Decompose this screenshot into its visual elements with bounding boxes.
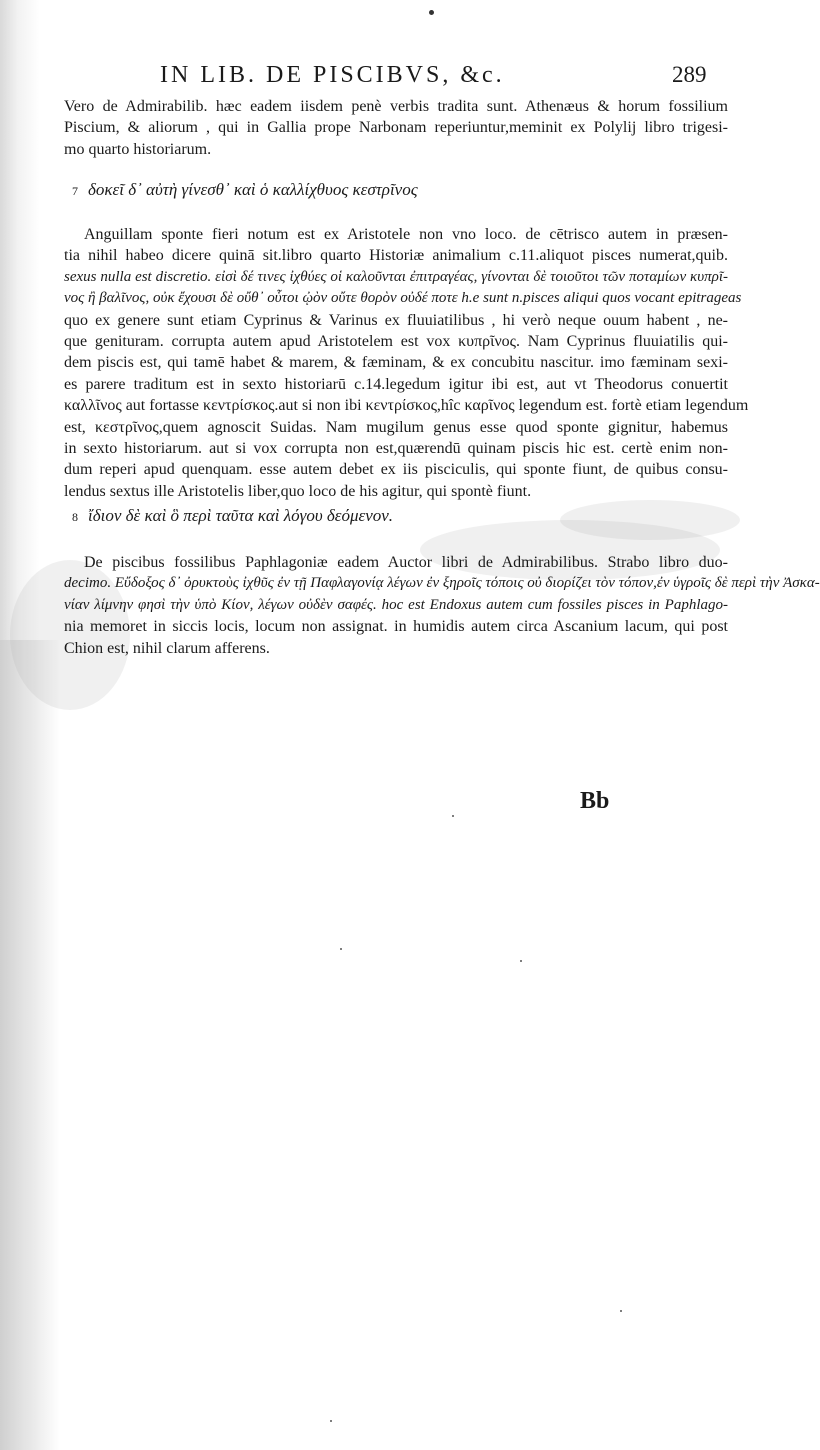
text-line: nia memoret in siccis locis, locum non assignat. in humidis autem circa Ascanium lacum, qui post bbox=[64, 618, 728, 636]
text-line: Chion est, nihil clarum afferens. bbox=[64, 639, 270, 657]
paper-stain bbox=[560, 500, 740, 540]
text-line: νος ἢ βαλῖνος, οὐκ ἔχουσι δὲ οὔθ᾽ οὗτοι ᾠὸν οὔτε θορὸν οὐδέ ποτε h.e sunt n.pisces aliqui quos vocant epitrageas bbox=[64, 290, 742, 307]
ink-speck bbox=[620, 1310, 622, 1312]
text-line: decimo. Εὔδοξος δ᾽ ὀρυκτοὺς ἰχθῦς ἐν τῇ Παφλαγονίᾳ λέγων ἐν ξηροῖς τόποις οὐ διορίζει τὸν τόπον,ἐν ὑγροῖς δὲ περὶ τὴν Ἀσκα- bbox=[64, 575, 820, 592]
paragraph-1 bbox=[64, 96, 728, 160]
text-line: quo ex genere sunt etiam Cyprinus & Varinus ex fluuiatilibus , hi verò neque ouum habent , ne- bbox=[64, 311, 728, 329]
ink-speck bbox=[330, 1420, 332, 1422]
paragraph-2 bbox=[64, 224, 749, 502]
paragraph-3 bbox=[64, 552, 820, 659]
text-line: in sexto historiarum. aut si vox corrupta non est,quærendū quinam piscis hic est. certè enim non- bbox=[64, 440, 728, 458]
ink-dot bbox=[429, 10, 434, 15]
ink-speck bbox=[452, 815, 454, 817]
text-line: καλλῖνος aut fortasse κεντρίσκος.aut si non ibi κεντρίσκος,hîc καρῖνος legendum est. fortè etiam legendum bbox=[64, 397, 749, 415]
verse-number: 8 bbox=[72, 510, 78, 524]
ink-speck bbox=[520, 960, 522, 962]
text-line: De piscibus fossilibus Paphlagoniæ eadem Auctor libri de Admirabilibus. Strabo libro duo- bbox=[84, 554, 728, 571]
text-line: dum reperi apud quenquam. esse autem debet ex iis pisciculis, qui sponte fiunt, de quibus consu- bbox=[64, 461, 728, 479]
text-line: νίαν λίμνην φησὶ τὴν ὑπὸ Κίον, λέγων οὐδὲν σαφές. hoc est Endoxus autem cum fossiles pisces in Paphlago- bbox=[64, 596, 728, 613]
page-number: 289 bbox=[672, 62, 707, 87]
text-line: es parere traditum est in sexto historiarū c.14.legedum igitur ibi est, aut vt Theodorus conuertit bbox=[64, 375, 728, 393]
page-edge-shadow bbox=[0, 640, 60, 1450]
text-line: lendus sextus ille Aristotelis liber,quo loco de his agitur, qui spontè fiunt. bbox=[64, 482, 532, 500]
verse-number: 7 bbox=[72, 184, 78, 198]
text-line: Anguillam sponte fieri notum est ex Aristotele non vno loco. de cētrisco autem in præsen- bbox=[84, 226, 728, 243]
greek-verse-text: ἴδιον δὲ καὶ ὃ περὶ ταῦτα καὶ λόγου δεόμενον. bbox=[88, 506, 394, 525]
text-line: sexus nulla est discretio. εἰσὶ δέ τινες ἰχθύες οἱ καλοῦνται ἐπιτραγέας, γίνονται δὲ τοιοῦτοι τῶν ποταμίων κυπρῖ- bbox=[64, 268, 728, 285]
verse-7 bbox=[72, 180, 418, 200]
text-line: que genituram. corrupta autem apud Aristotelem est vox κυπρῖνος. Nam Cyprinus fluuiatilis qui- bbox=[64, 333, 728, 351]
verse-8 bbox=[72, 506, 393, 526]
running-head: IN LIB. DE PISCIBVS, &c. bbox=[160, 62, 505, 88]
ink-speck bbox=[340, 948, 342, 950]
text-line: tia nihil habeo dicere quinā sit.libro quarto Historiæ animalium c.11.aliquot pisces numerat,quib. bbox=[64, 247, 728, 265]
greek-verse-text: δοκεῖ δ᾽ αὐτὴ γίνεσθ᾽ καὶ ὁ καλλίχθυος κεστρῖνος bbox=[88, 180, 418, 199]
text-line: Piscium, & aliorum , qui in Gallia prope Narbonam reperiuntur,meminit ex Polylij libro trigesi- bbox=[64, 119, 728, 137]
text-line: dem piscis est, qui tamē habet & marem, & fæminam, & ex concubitu nascitur. imo fæminam sexi- bbox=[64, 354, 728, 372]
text-line: Vero de Admirabilib. hæc eadem iisdem penè verbis tradita sunt. Athenæus & horum fossilium bbox=[64, 98, 728, 115]
text-line: mo quarto historiarum. bbox=[64, 140, 212, 158]
text-line: est, κεστρῖνος,quem agnoscit Suidas. Nam mugilum genus esse quod sponte gignitur, habemus bbox=[64, 418, 728, 436]
signature-mark: Bb bbox=[580, 788, 610, 814]
